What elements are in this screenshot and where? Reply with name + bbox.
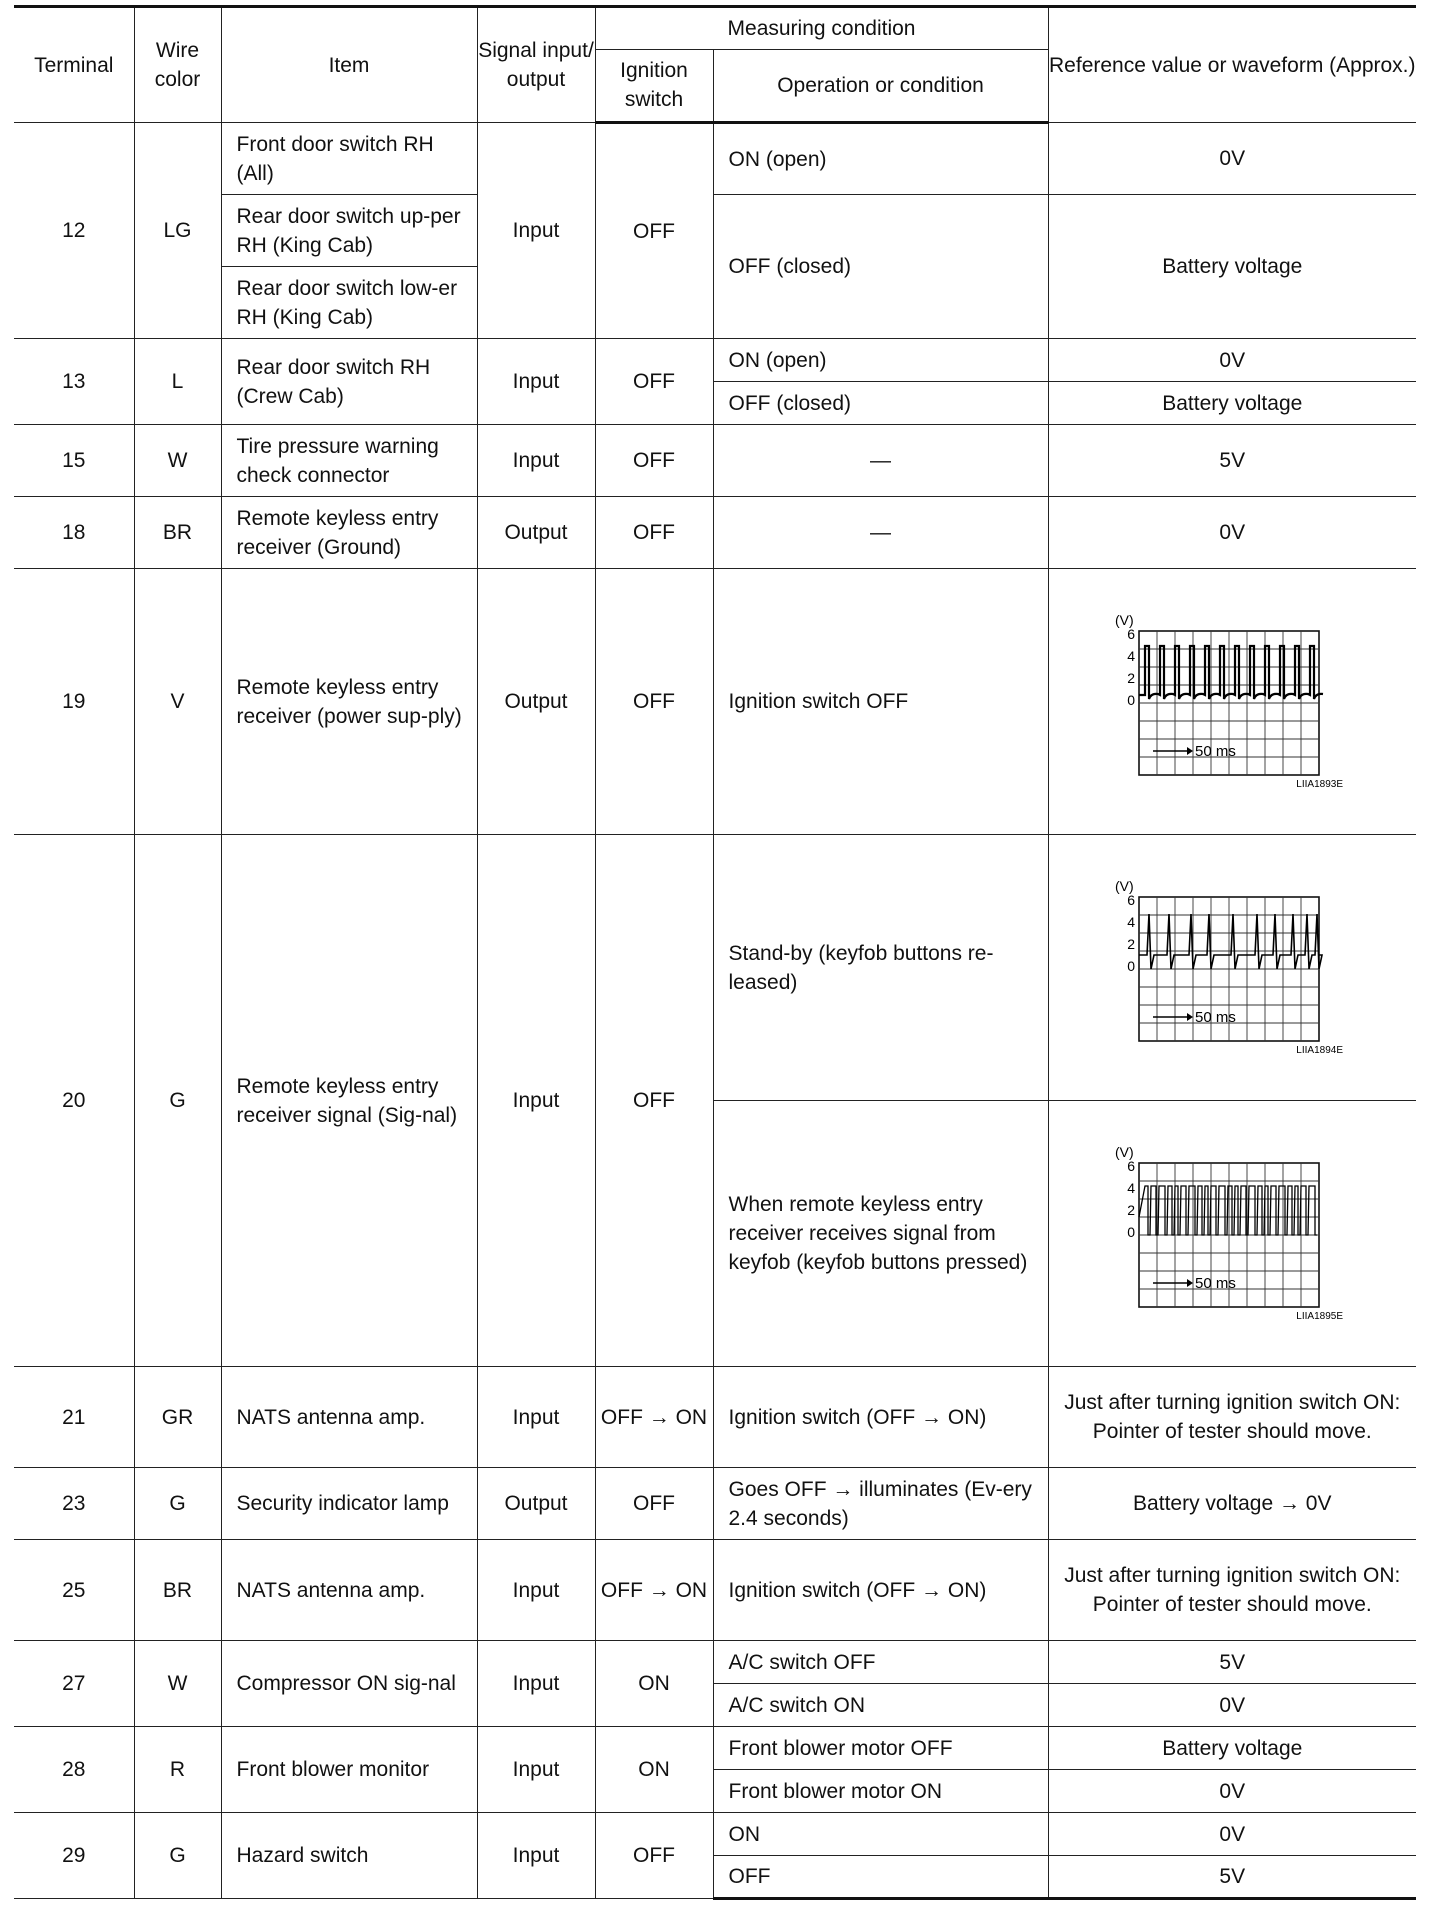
table-row [14, 425, 1416, 497]
table-row [14, 123, 1416, 195]
table-row [14, 569, 1416, 835]
wire-color-cell: G [134, 1813, 221, 1899]
operation-cell: Ignition switch OFF [713, 569, 1048, 835]
terminal-cell: 21 [14, 1367, 134, 1468]
ignition-cell: OFF [595, 497, 713, 569]
waveform-timebase-label: 50 ms [1195, 1274, 1237, 1292]
reference-cell: Battery voltage [1048, 195, 1416, 339]
waveform-figure-code: LIIA1894E [1296, 1044, 1344, 1056]
ignition-cell: OFF [595, 569, 713, 835]
signal-cell: Input [477, 425, 595, 497]
waveform-chart [1107, 873, 1357, 1063]
reference-cell: Just after turning ignition switch ON: Pointer of tester should move. [1048, 1540, 1416, 1641]
terminal-cell: 20 [14, 835, 134, 1367]
header-measuring-condition: Measuring condition [595, 7, 1048, 50]
wire-color-cell: LG [134, 123, 221, 339]
signal-cell: Output [477, 569, 595, 835]
waveform-tick-label: 2 [1127, 1201, 1136, 1218]
item-cell: NATS antenna amp. [221, 1367, 477, 1468]
operation-cell: Stand-by (keyfob buttons re-leased) [713, 835, 1048, 1101]
header-operation: Operation or condition [713, 49, 1048, 122]
wire-color-cell: R [134, 1727, 221, 1813]
waveform-figure-code: LIIA1895E [1296, 1310, 1344, 1322]
table-row [14, 835, 1416, 1101]
operation-cell: OFF (closed) [713, 382, 1048, 425]
reference-waveform-cell [1048, 835, 1416, 1101]
operation-cell: ON (open) [713, 339, 1048, 382]
terminal-cell: 13 [14, 339, 134, 425]
terminal-cell: 19 [14, 569, 134, 835]
item-cell: Security indicator lamp [221, 1468, 477, 1540]
operation-cell: A/C switch ON [713, 1684, 1048, 1727]
reference-cell: 0V [1048, 1813, 1416, 1856]
wire-color-cell: GR [134, 1367, 221, 1468]
signal-cell: Input [477, 1813, 595, 1899]
operation-cell: — [713, 425, 1048, 497]
reference-cell: 5V [1048, 425, 1416, 497]
waveform-tick-label: 6 [1127, 625, 1136, 642]
ignition-cell: OFF [595, 123, 713, 339]
operation-cell: Front blower motor OFF [713, 1727, 1048, 1770]
table-row [14, 497, 1416, 569]
table-row [14, 195, 1416, 267]
reference-waveform-cell [1048, 569, 1416, 835]
table-row [14, 1813, 1416, 1856]
operation-cell: A/C switch OFF [713, 1641, 1048, 1684]
item-cell: Rear door switch low-er RH (King Cab) [221, 267, 477, 339]
waveform-trace [1139, 1186, 1317, 1235]
operation-cell: ON [713, 1813, 1048, 1856]
waveform-timebase-label: 50 ms [1195, 1008, 1237, 1026]
item-cell: Tire pressure warning check connector [221, 425, 477, 497]
item-cell: Rear door switch RH (Crew Cab) [221, 339, 477, 425]
operation-cell: OFF [713, 1856, 1048, 1899]
terminal-reference-table [14, 5, 1416, 1900]
reference-cell: 0V [1048, 1770, 1416, 1813]
item-cell: NATS antenna amp. [221, 1540, 477, 1641]
ignition-cell: OFF [595, 1813, 713, 1899]
header-terminal: Terminal [14, 7, 134, 123]
signal-cell: Input [477, 123, 595, 339]
wire-color-cell: G [134, 1468, 221, 1540]
terminal-cell: 23 [14, 1468, 134, 1540]
signal-cell: Output [477, 1468, 595, 1540]
operation-cell: Ignition switch (OFF → ON) [713, 1540, 1048, 1641]
wire-color-cell: BR [134, 497, 221, 569]
waveform-timebase-label: 50 ms [1195, 742, 1237, 760]
waveform-tick-label: 0 [1127, 691, 1136, 708]
waveform-tick-label: 2 [1127, 669, 1136, 686]
item-cell: Remote keyless entry receiver (power sup-ply) [221, 569, 477, 835]
waveform-tick-label: 6 [1127, 891, 1136, 908]
wire-color-cell: V [134, 569, 221, 835]
waveform-tick-label: 4 [1127, 1179, 1136, 1196]
header-reference: Reference value or waveform (Approx.) [1048, 7, 1416, 123]
table-row [14, 339, 1416, 382]
item-cell: Remote keyless entry receiver (Ground) [221, 497, 477, 569]
ignition-cell: OFF → ON [595, 1540, 713, 1641]
reference-cell: 0V [1048, 123, 1416, 195]
terminal-cell: 18 [14, 497, 134, 569]
reference-cell: 0V [1048, 1684, 1416, 1727]
signal-cell: Input [477, 1727, 595, 1813]
waveform-tick-label: 0 [1127, 1223, 1136, 1240]
operation-cell: Front blower motor ON [713, 1770, 1048, 1813]
arrowhead-icon [1187, 747, 1193, 755]
ignition-cell: OFF [595, 1468, 713, 1540]
item-cell: Remote keyless entry receiver signal (Sig-nal) [221, 835, 477, 1367]
item-cell: Hazard switch [221, 1813, 477, 1899]
arrowhead-icon [1187, 1013, 1193, 1021]
signal-cell: Input [477, 1641, 595, 1727]
ignition-cell: OFF → ON [595, 1367, 713, 1468]
waveform-unit-label: (V) [1115, 611, 1134, 628]
signal-cell: Output [477, 497, 595, 569]
wire-color-cell: W [134, 425, 221, 497]
wire-color-cell: L [134, 339, 221, 425]
reference-waveform-cell [1048, 1101, 1416, 1367]
table-row [14, 1367, 1416, 1468]
table-row [14, 1641, 1416, 1684]
ignition-cell: ON [595, 1641, 713, 1727]
terminal-cell: 25 [14, 1540, 134, 1641]
terminal-cell: 28 [14, 1727, 134, 1813]
reference-cell: Battery voltage [1048, 1727, 1416, 1770]
arrowhead-icon [1187, 1279, 1193, 1287]
operation-cell: Ignition switch (OFF → ON) [713, 1367, 1048, 1468]
waveform-chart [1107, 1139, 1357, 1329]
item-cell: Front blower monitor [221, 1727, 477, 1813]
item-cell: Compressor ON sig-nal [221, 1641, 477, 1727]
wire-color-cell: G [134, 835, 221, 1367]
waveform-tick-label: 6 [1127, 1157, 1136, 1174]
table-row [14, 1727, 1416, 1770]
header-item: Item [221, 7, 477, 123]
ignition-cell: OFF [595, 425, 713, 497]
reference-cell: 5V [1048, 1641, 1416, 1684]
item-cell: Rear door switch up-per RH (King Cab) [221, 195, 477, 267]
operation-cell: — [713, 497, 1048, 569]
reference-cell: 5V [1048, 1856, 1416, 1899]
table-body [14, 123, 1416, 1899]
terminal-cell: 27 [14, 1641, 134, 1727]
operation-cell: OFF (closed) [713, 195, 1048, 339]
signal-cell: Input [477, 339, 595, 425]
header-ignition-switch: Ignition switch [595, 49, 713, 122]
operation-cell: When remote keyless entry receiver receives signal from keyfob (keyfob buttons pressed) [713, 1101, 1048, 1367]
terminal-cell: 29 [14, 1813, 134, 1899]
waveform-chart [1107, 607, 1357, 797]
header-wire-color: Wire color [134, 7, 221, 123]
table-row [14, 1468, 1416, 1540]
signal-cell: Input [477, 1540, 595, 1641]
reference-cell: Battery voltage → 0V [1048, 1468, 1416, 1540]
reference-cell: 0V [1048, 497, 1416, 569]
waveform-unit-label: (V) [1115, 877, 1134, 894]
waveform-tick-label: 4 [1127, 647, 1136, 664]
signal-cell: Input [477, 835, 595, 1367]
wire-color-cell: BR [134, 1540, 221, 1641]
terminal-cell: 15 [14, 425, 134, 497]
ignition-cell: ON [595, 1727, 713, 1813]
signal-cell: Input [477, 1367, 595, 1468]
waveform-tick-label: 0 [1127, 957, 1136, 974]
reference-cell: 0V [1048, 339, 1416, 382]
reference-cell: Battery voltage [1048, 382, 1416, 425]
operation-cell: ON (open) [713, 123, 1048, 195]
waveform-tick-label: 4 [1127, 913, 1136, 930]
terminal-cell: 12 [14, 123, 134, 339]
ignition-cell: OFF [595, 835, 713, 1367]
operation-cell: Goes OFF → illuminates (Ev-ery 2.4 seconds) [713, 1468, 1048, 1540]
waveform-tick-label: 2 [1127, 935, 1136, 952]
waveform-unit-label: (V) [1115, 1143, 1134, 1160]
waveform-trace [1139, 646, 1323, 699]
item-cell: Front door switch RH (All) [221, 123, 477, 195]
wire-color-cell: W [134, 1641, 221, 1727]
header-signal: Signal input/ output [477, 7, 595, 123]
ignition-cell: OFF [595, 339, 713, 425]
waveform-trace [1139, 914, 1322, 969]
reference-cell: Just after turning ignition switch ON: Pointer of tester should move. [1048, 1367, 1416, 1468]
waveform-figure-code: LIIA1893E [1296, 778, 1344, 790]
table-row [14, 1540, 1416, 1641]
